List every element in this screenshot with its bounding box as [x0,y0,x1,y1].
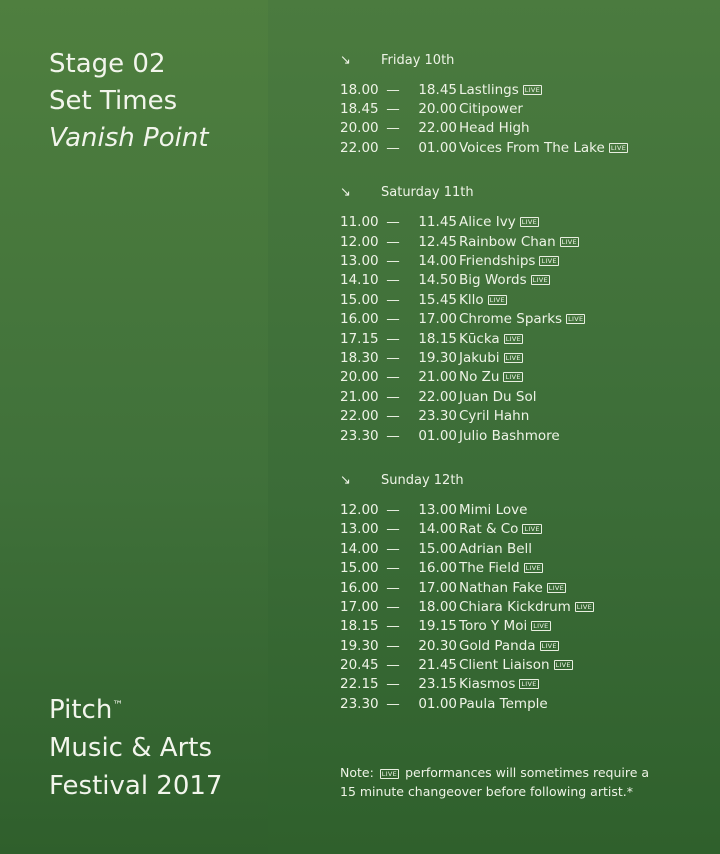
set-row [340,99,710,118]
artist-name: Juan Du Sol [459,388,537,405]
end-time: 11.45 [418,214,457,231]
start-time: 23.30 [340,427,379,444]
set-row [340,251,710,270]
festival-line-1: Music & Arts [49,733,212,763]
artist-name: Jakubi [459,349,500,366]
artist-name: Paula Temple [459,695,548,712]
start-time: 18.45 [340,101,379,118]
artist-name: Nathan Fake [459,579,543,596]
day-block [340,470,710,713]
time-separator: — [386,349,400,366]
start-time: 17.15 [340,330,379,347]
start-time: 18.30 [340,349,379,366]
live-badge: LIVE [541,641,557,650]
time-separator: — [386,311,400,328]
end-time: 14.00 [418,253,457,270]
end-time: 20.00 [418,101,457,118]
artist-name: Alice Ivy [459,214,516,231]
start-time: 14.00 [340,540,379,557]
stage-subtitle: Set Times [49,86,178,116]
live-badge: LIVE [576,602,593,611]
start-time: 18.15 [340,618,379,635]
start-time: 11.00 [340,214,379,231]
start-time: 12.00 [340,501,379,518]
artist-name: Adrian Bell [459,540,533,557]
live-badge: LIVE [525,564,541,573]
brand-line [49,691,222,729]
live-badge: LIVE [561,237,577,246]
time-separator: — [386,272,400,289]
set-row [340,310,710,329]
time-separator: — [386,695,400,712]
set-row [340,617,710,636]
time-separator: — [386,388,400,405]
live-badge: LIVE [533,622,549,631]
set-row [340,694,710,713]
end-time: 18.45 [418,81,457,98]
end-time: 01.00 [418,695,457,712]
end-time: 13.00 [418,501,457,518]
end-time: 17.00 [418,311,457,328]
end-time: 23.30 [418,408,457,425]
time-separator: — [386,637,400,654]
note-text-1: performances will sometimes require a [405,765,650,780]
live-badge: LIVE [524,85,541,94]
end-time: 14.00 [418,521,457,538]
note-line-2: 15 minute changeover before following artist.* [340,784,633,799]
start-time: 13.00 [340,253,379,270]
end-time: 17.00 [418,579,457,596]
live-badge: LIVE [505,353,521,362]
artist-name: Julio Bashmore [459,427,560,444]
start-time: 21.00 [340,388,379,405]
end-time: 01.00 [418,427,457,444]
start-time: 22.00 [340,139,379,156]
live-badge: LIVE [555,661,571,670]
end-time: 22.00 [418,388,457,405]
start-time: 22.15 [340,676,379,693]
artist-name: Citipower [459,101,523,118]
stage-heading [49,46,209,157]
artist-name: Head High [459,120,530,137]
day-heading [340,183,710,203]
set-row [340,213,710,232]
day-block [340,50,710,158]
set-row [340,636,710,655]
end-time: 19.30 [418,349,457,366]
start-time: 14.10 [340,272,379,289]
set-row [340,232,710,251]
day-name: Friday 10th [381,52,455,68]
time-separator: — [386,618,400,635]
end-time: 21.00 [418,369,457,386]
arrow-down-right-icon: ↘ [340,472,351,488]
live-badge: LIVE [381,770,398,778]
time-separator: — [386,139,400,156]
live-badge: LIVE [521,680,537,689]
note-prefix: Note: [340,765,374,780]
set-times-schedule [340,50,710,739]
live-badge: LIVE [489,295,505,304]
set-row [340,387,710,406]
live-badge: LIVE [521,218,538,227]
time-separator: — [386,233,400,250]
time-separator: — [386,560,400,577]
time-separator: — [386,598,400,615]
day-block [340,183,710,446]
set-row [340,426,710,445]
day-heading [340,470,710,490]
artist-name: The Field [459,560,520,577]
set-row [340,119,710,138]
end-time: 16.00 [418,560,457,577]
set-row [340,520,710,539]
time-separator: — [386,369,400,386]
live-badge: LIVE [610,143,627,152]
start-time: 12.00 [340,233,379,250]
set-row [340,500,710,519]
time-separator: — [386,501,400,518]
venue-name: Vanish Point [49,123,209,153]
end-time: 20.30 [418,637,457,654]
start-time: 19.30 [340,637,379,654]
set-row [340,539,710,558]
artist-name: Rat & Co [459,521,519,538]
trademark-symbol: ™ [112,698,124,712]
live-badge: LIVE [532,276,548,285]
start-time: 15.00 [340,560,379,577]
artist-name: Cyril Hahn [459,408,530,425]
start-time: 18.00 [340,81,379,98]
artist-name: Kiasmos [459,676,516,693]
end-time: 19.15 [418,618,457,635]
artist-name: Rainbow Chan [459,233,556,250]
day-name: Saturday 11th [381,185,474,201]
end-time: 12.45 [418,233,457,250]
festival-line-2: Festival 2017 [49,771,223,801]
end-time: 18.15 [418,330,457,347]
time-separator: — [386,214,400,231]
artist-name: Mimi Love [459,501,528,518]
start-time: 16.00 [340,311,379,328]
time-separator: — [386,521,400,538]
time-separator: — [386,676,400,693]
time-separator: — [386,330,400,347]
start-time: 17.00 [340,598,379,615]
day-name: Sunday 12th [381,472,464,488]
live-badge: LIVE [541,257,557,266]
arrow-down-right-icon: ↘ [340,52,351,68]
live-badge: LIVE [524,525,540,534]
end-time: 22.00 [418,120,457,137]
live-badge: LIVE [505,373,521,382]
set-row [340,271,710,290]
artist-name: Kūcka [459,330,500,347]
artist-name: Voices From The Lake [459,139,605,156]
set-row [340,290,710,309]
live-note [340,763,700,801]
set-row [340,675,710,694]
day-heading [340,50,710,70]
set-row [340,558,710,577]
set-row [340,80,710,99]
set-row [340,368,710,387]
time-separator: — [386,120,400,137]
start-time: 13.00 [340,521,379,538]
stage-name: Stage 02 [49,49,166,79]
arrow-down-right-icon: ↘ [340,185,351,201]
festival-branding [49,691,222,805]
start-time: 20.00 [340,120,379,137]
note-line-1 [340,763,700,782]
time-separator: — [386,579,400,596]
brand-name: Pitch [49,695,113,725]
set-row [340,348,710,367]
artist-name: Big Words [459,272,527,289]
live-badge: LIVE [568,315,584,324]
time-separator: — [386,408,400,425]
time-separator: — [386,81,400,98]
artist-name: Chiara Kickdrum [459,598,571,615]
start-time: 22.00 [340,408,379,425]
set-row [340,138,710,157]
artist-name: Friendships [459,253,536,270]
live-badge: LIVE [548,583,565,592]
time-separator: — [386,657,400,674]
end-time: 15.45 [418,291,457,308]
time-separator: — [386,101,400,118]
set-row [340,406,710,425]
start-time: 15.00 [340,291,379,308]
time-separator: — [386,427,400,444]
artist-name: Lastlings [459,81,519,98]
end-time: 18.00 [418,598,457,615]
end-time: 15.00 [418,540,457,557]
artist-name: Client Liaison [459,657,550,674]
set-row [340,578,710,597]
end-time: 21.45 [418,657,457,674]
artist-name: No Zu [459,369,500,386]
end-time: 14.50 [418,272,457,289]
artist-name: Chrome Sparks [459,311,563,328]
start-time: 16.00 [340,579,379,596]
set-row [340,597,710,616]
time-separator: — [386,253,400,270]
set-row [340,329,710,348]
set-row [340,655,710,674]
artist-name: Kllo [459,291,484,308]
artist-name: Toro Y Moi [459,618,528,635]
artist-name: Gold Panda [459,637,536,654]
start-time: 20.00 [340,369,379,386]
end-time: 01.00 [418,139,457,156]
start-time: 20.45 [340,657,379,674]
time-separator: — [386,540,400,557]
start-time: 23.30 [340,695,379,712]
time-separator: — [386,291,400,308]
live-badge: LIVE [505,334,521,343]
end-time: 23.15 [418,676,457,693]
